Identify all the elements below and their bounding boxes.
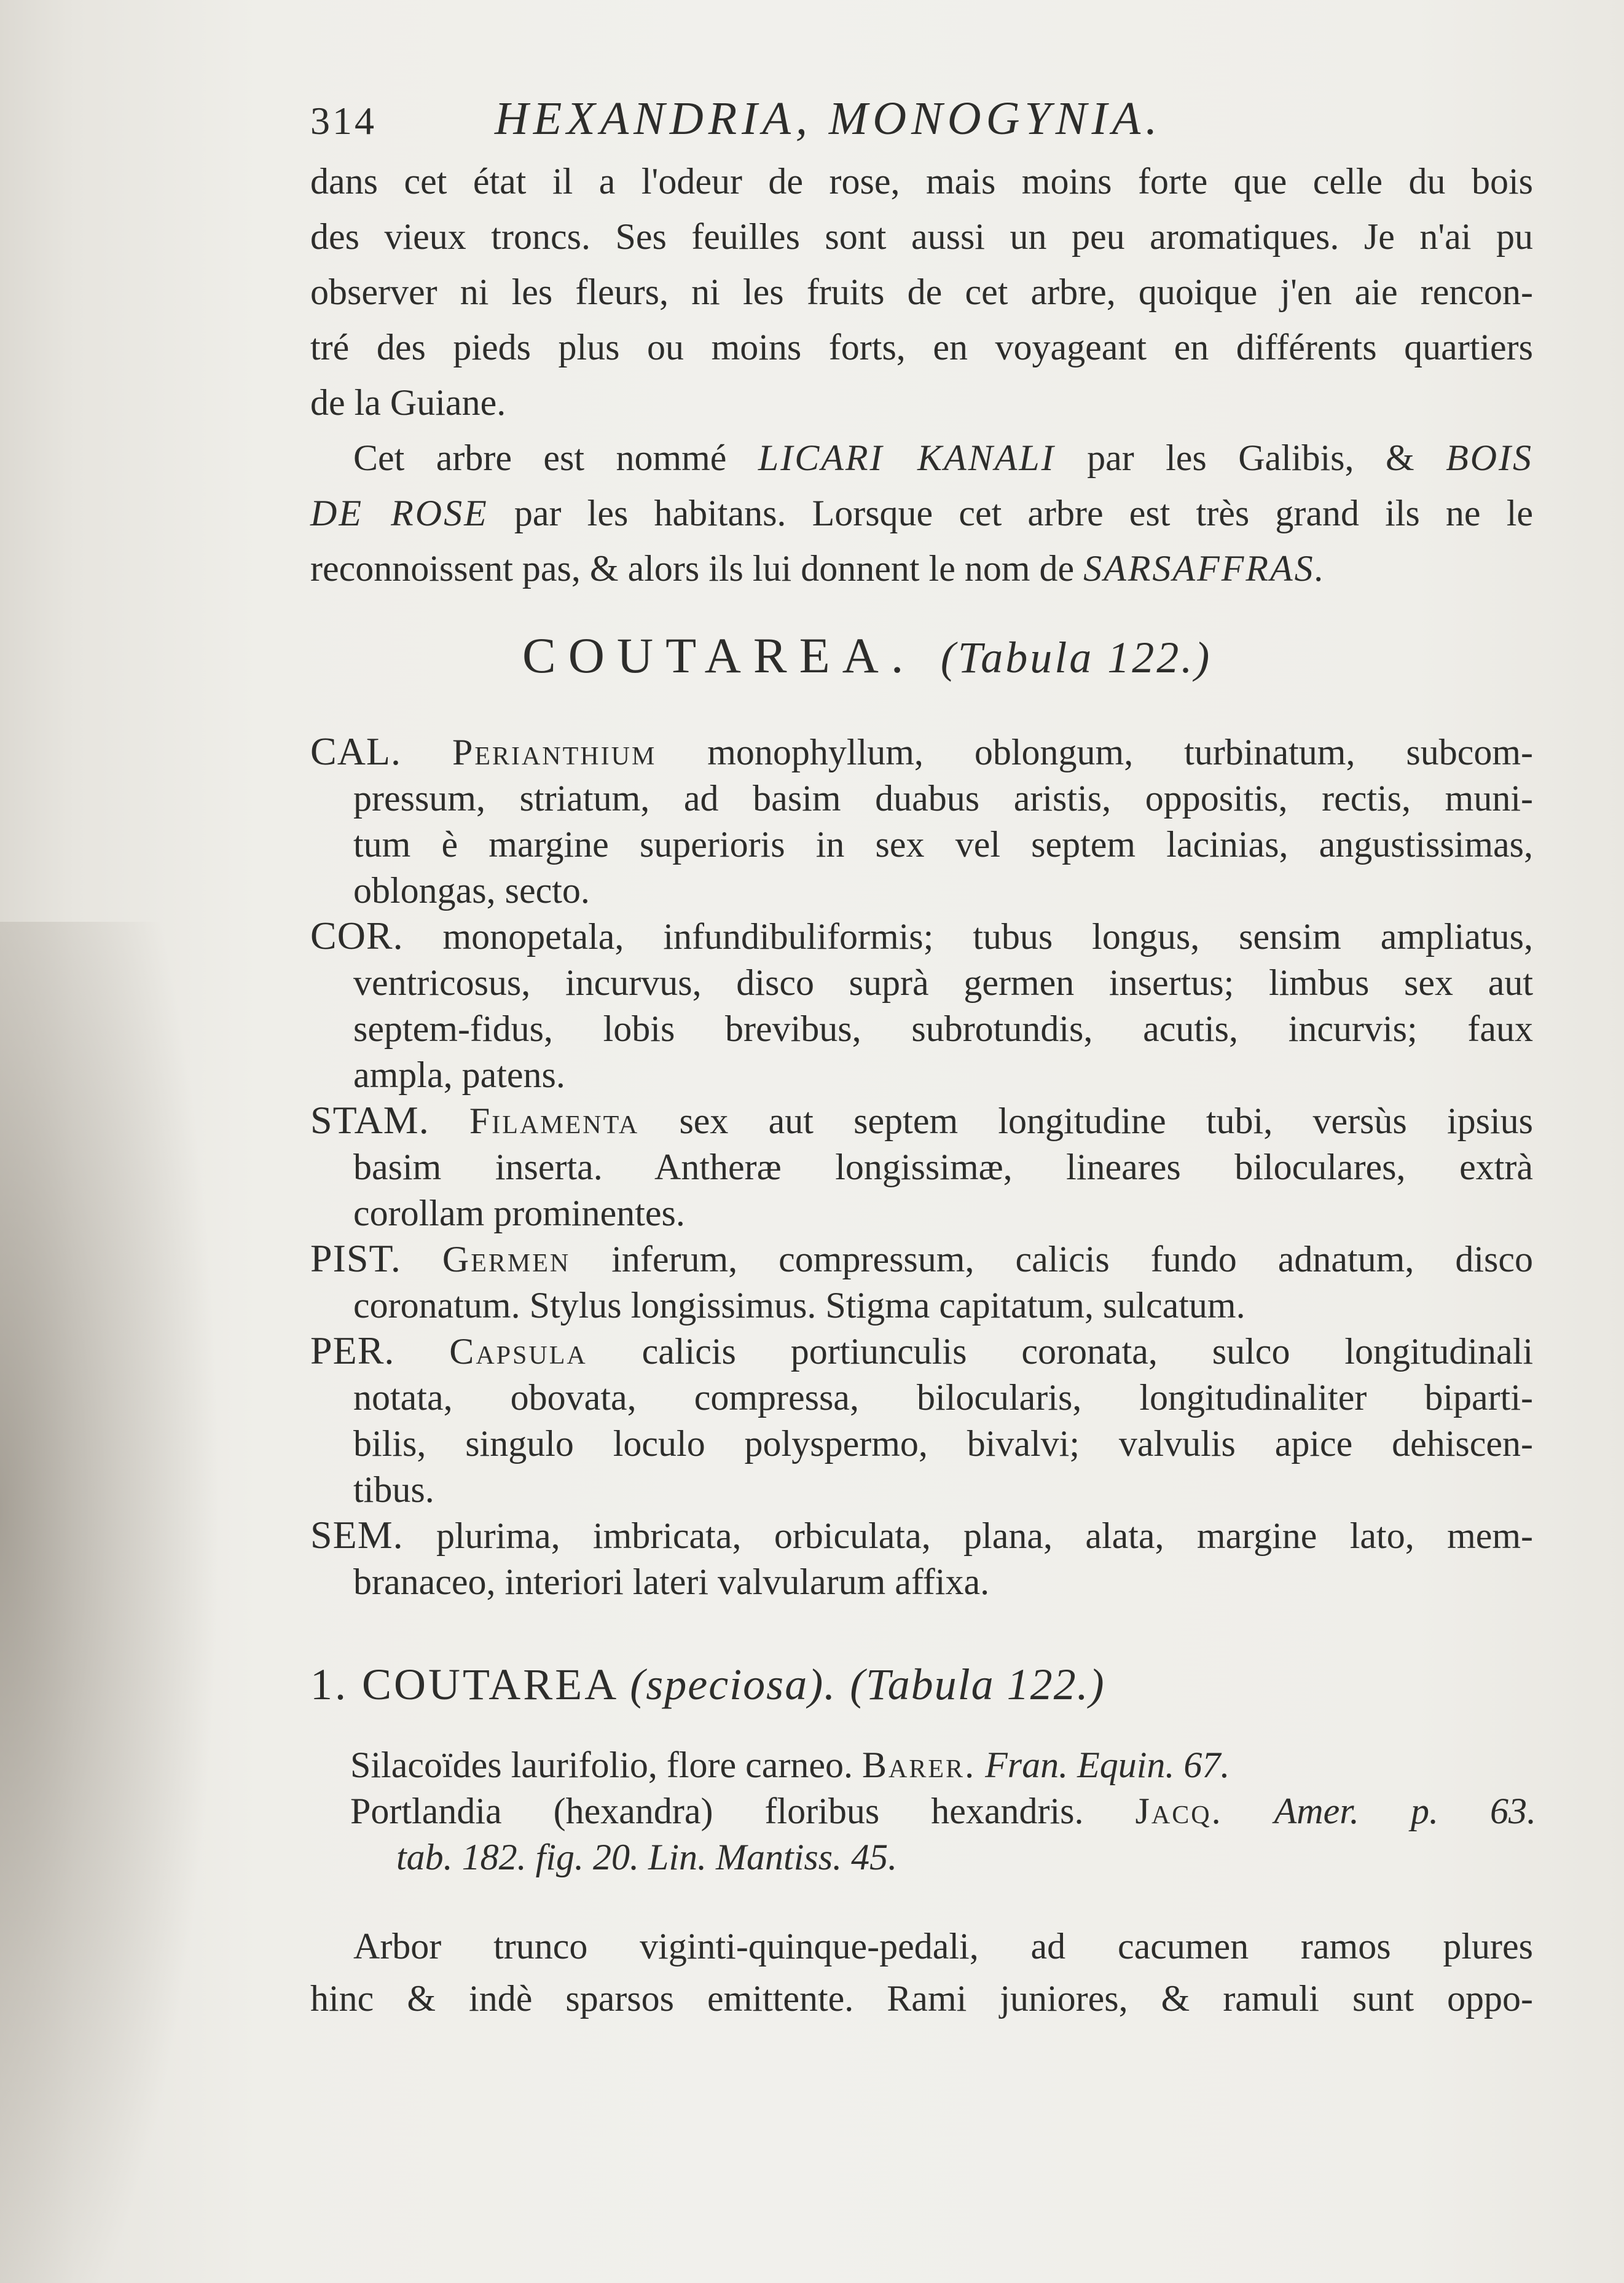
genus-tabula: (Tabula 122.) [940, 633, 1212, 682]
running-title: HEXANDRIA, MONOGYNIA. [495, 93, 1163, 144]
char-per: PER. Capsula calicis portiunculis coronata, sulco longitudinali notata, obovata, compressa, bilocularis, longitudinaliter biparti- bilis, singulo loculo polyspermo, bivalvi; valvulis apice dehiscen- tibus. [310, 1329, 1534, 1510]
genus-name: COUTAREA. [522, 627, 916, 683]
char-cor: COR. monopetala, infundibuliformis; tubus longus, sensim ampliatus, ventricosus, incurvus, disco suprà germen insertus; limbus sex aut septem-fidus, lobis brevibus, subrotundis, acutis, incurvis; faux ampla, patens. [310, 914, 1533, 1095]
vernacular-name-bois-de-rose: DE ROSE [310, 493, 488, 533]
synonym-1: Silacoïdes laurifolio, flore carneo. Barer. Fran. Equin. 67. [350, 1745, 1230, 1785]
intro-line-3: observer ni les fleurs, ni les fruits de cet arbre, quoique j'en aie rencon- [310, 272, 1533, 312]
vernacular-name-licari: LICARI KANALI [758, 438, 1056, 478]
char-pist: PIST. Germen inferum, compressum, calicis fundo adnatum, disco coronatum. Stylus longissimus. Stigma capitatum, sulcatum. [310, 1236, 1533, 1326]
running-header [310, 92, 1478, 160]
vernacular-name-sarsaffras: SARSAFFRAS. [1083, 548, 1326, 589]
page-number: 314 [310, 99, 377, 143]
genus-heading [522, 627, 1212, 685]
intro-line-5: de la Guiane. [310, 382, 506, 423]
synonym-2: Portlandia (hexandra) floribus hexandris. Jacq. Amer. p. 63. [350, 1791, 1537, 1831]
page-shadow [0, 922, 221, 2283]
intro-line-2: des vieux troncs. Ses feuilles sont aussi un peu aromatiques. Je n'ai pu [310, 216, 1533, 257]
description-paragraph: Arbor trunco viginti-quinque-pedali, ad cacumen ramos plures hinc & indè sparsos emittente. Rami juniores, & ramuli sunt oppo- [310, 1926, 1533, 2019]
species-heading: 1. COUTAREA (speciosa). (Tabula 122.) [310, 1660, 1105, 1709]
synonym-2-line-2: tab. 182. fig. 20. Lin. Mantiss. 45. [396, 1837, 898, 1877]
char-stam: STAM. Filamenta sex aut septem longitudine tubi, versùs ipsius basim inserta. Antheræ longissimæ, lineares biloculares, extrà corollam prominentes. [310, 1098, 1534, 1233]
intro-line-1: dans cet état il a l'odeur de rose, mais moins forte que celle du bois [310, 161, 1533, 202]
names-line-1: Cet arbre est nommé LICARI KANALI par les Galibis, & BOIS [353, 438, 1534, 478]
char-sem: SEM. plurima, imbricata, orbiculata, plana, alata, margine lato, mem- branaceo, interiori lateri valvularum affixa. [310, 1513, 1534, 1602]
names-line-2: DE ROSE par les habitans. Lorsque cet arbre est très grand ils ne le [310, 493, 1534, 533]
names-line-3: reconnoissent pas, & alors ils lui donnent le nom de SARSAFFRAS. [310, 548, 1326, 589]
char-cal: CAL. Perianthium monophyllum, oblongum, turbinatum, subcom- pressum, striatum, ad basim duabus aristis, oppositis, rectis, muni- tum è margine superioris in sex vel septem lacinias, angustissimas, oblongas, secto. [310, 729, 1534, 911]
intro-line-4: tré des pieds plus ou moins forts, en voyageant en différents quartiers [310, 327, 1533, 367]
